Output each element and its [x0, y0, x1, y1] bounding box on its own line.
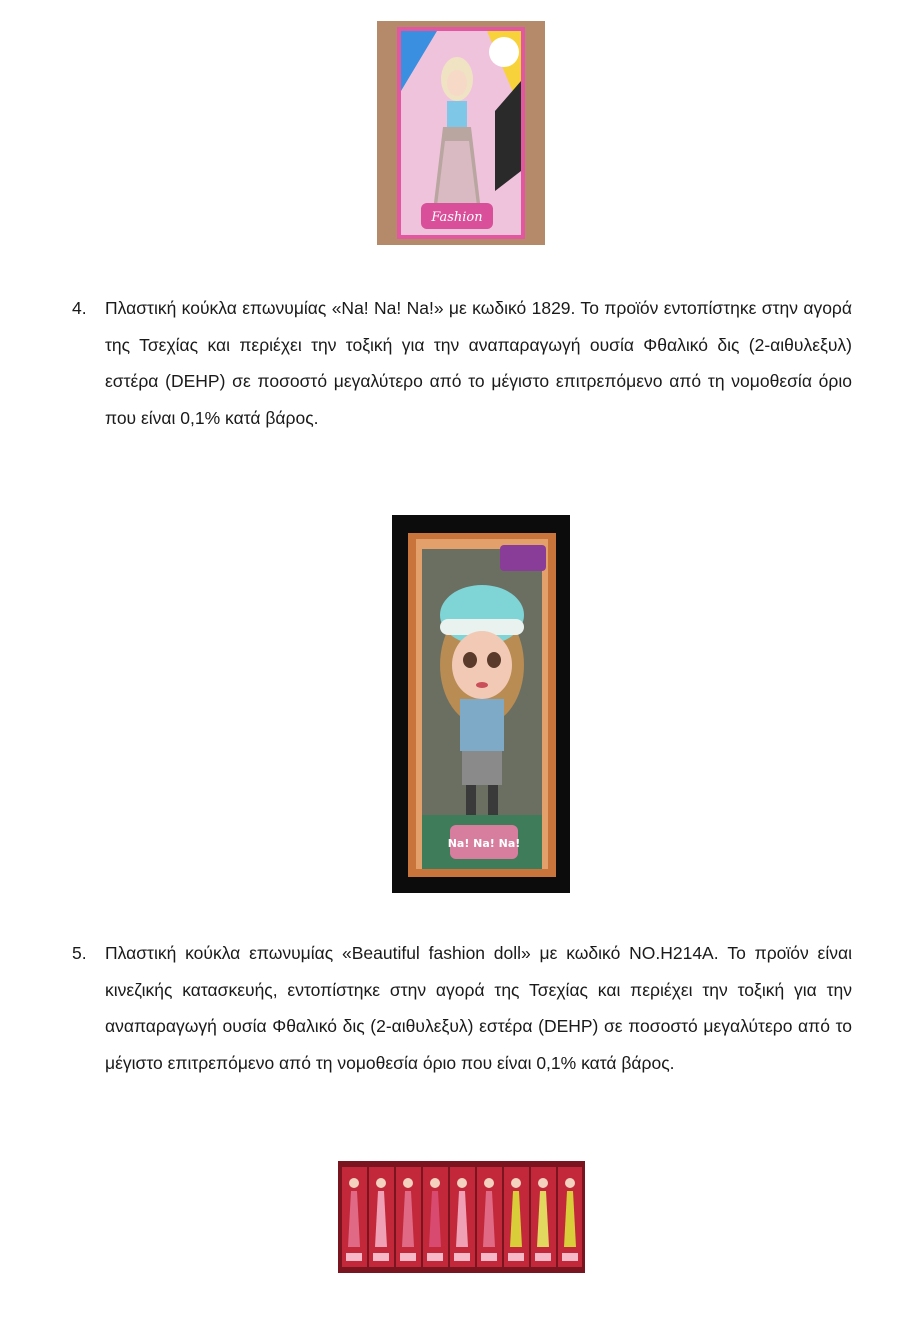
- list-item-text: Πλαστική κούκλα επωνυμίας «Beautiful fashion doll» με κωδικό NO.H214A. Το προϊόν είναι κινεζικής κατασκευής, εντοπίστηκε στην αγορά της Τσεχίας και περιέχει την τοξική για την αναπαραγωγή ουσία Φθαλικό δις (2-αιθυλεξυλ) εστέρα (DEHP) σε ποσοστό μεγαλύτερο από το μέγιστο επιτρεπόμενο από τη νομοθεσία όριο που είναι 0,1% κατά βάρος.: [105, 943, 852, 1073]
- fashion-doll-image: [377, 21, 545, 245]
- list-item-5: [72, 935, 852, 1081]
- doll-box-photo-1: [377, 21, 545, 245]
- list-item-4: [72, 290, 852, 436]
- list-item-text: Πλαστική κούκλα επωνυμίας «Na! Na! Na!» με κωδικό 1829. Το προϊόν εντοπίστηκε στην αγορά της Τσεχίας και περιέχει την τοξική για την αναπαραγωγή ουσία Φθαλικό δις (2-αιθυλεξυλ) εστέρα (DEHP) σε ποσοστό μεγαλύτερο από το μέγιστο επιτρεπόμενο από τη νομοθεσία όριο που είναι 0,1% κατά βάρος.: [105, 298, 852, 428]
- list-number: 5.: [72, 943, 87, 963]
- box-logo-text-2: Na! Na! Na!: [447, 837, 521, 850]
- doll-box-photo-2: [392, 515, 570, 893]
- na-na-na-doll-image: [392, 515, 570, 893]
- list-number: 4.: [72, 298, 87, 318]
- doll-box-photo-3: [338, 1161, 585, 1273]
- beautiful-fashion-doll-image: [338, 1161, 585, 1273]
- box-logo-text-1: Fashion: [431, 210, 483, 225]
